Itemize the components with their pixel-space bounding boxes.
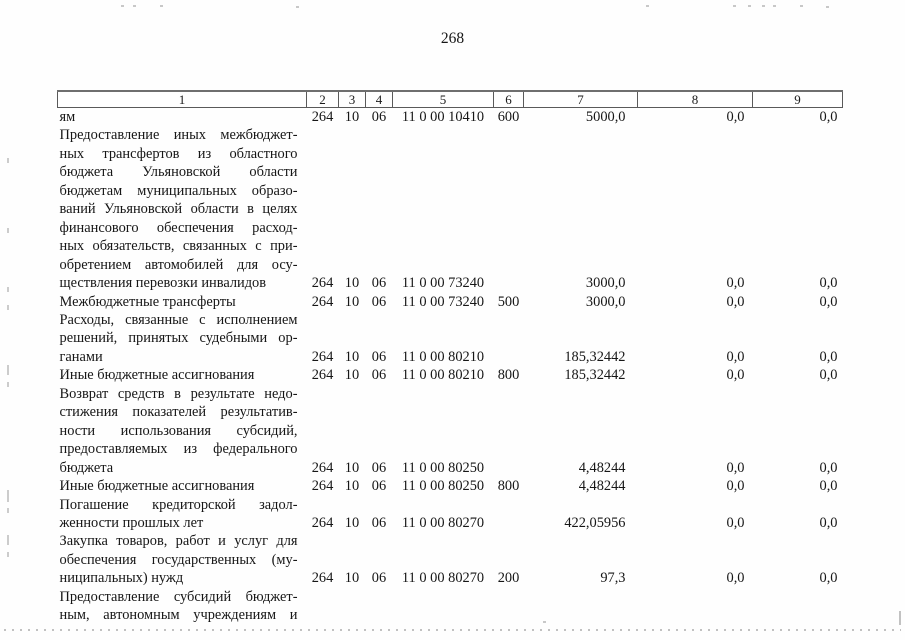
scan-artifact bbox=[7, 508, 9, 513]
scan-artifact bbox=[748, 5, 751, 7]
description-line: бюджета Ульяновской области bbox=[59, 164, 298, 181]
amount-col9: 0,0 bbox=[819, 293, 838, 310]
amount-col8: 0,0 bbox=[726, 367, 745, 384]
amount-col7: 5000,0 bbox=[585, 109, 626, 125]
amount-col8 bbox=[638, 588, 753, 625]
target-article-code: 11 0 00 80250 bbox=[401, 478, 485, 495]
target-article-code: 11 0 00 80270 bbox=[401, 514, 485, 531]
table-body bbox=[58, 108, 843, 625]
description-line: Межбюджетные трансферты bbox=[59, 293, 236, 310]
amount-col8: 0,0 bbox=[726, 275, 745, 292]
subsection-code: 06 bbox=[371, 570, 387, 587]
scan-artifact bbox=[7, 305, 9, 310]
table-row bbox=[58, 126, 843, 292]
amount-col9: 0,0 bbox=[819, 109, 838, 125]
scan-artifact bbox=[296, 6, 299, 8]
grbs-code: 264 bbox=[311, 367, 334, 384]
row-description bbox=[58, 477, 307, 495]
expense-type-code bbox=[494, 385, 524, 477]
amount-col9: 0,0 bbox=[819, 478, 838, 495]
amount-col7: 3000,0 bbox=[585, 293, 626, 310]
amount-col7: 185,32442 bbox=[564, 348, 626, 365]
scan-artifact bbox=[773, 5, 776, 7]
scan-artifact bbox=[800, 5, 803, 7]
description-line: Погашение кредиторской задол- bbox=[59, 496, 298, 513]
amount-col7: 185,32442 bbox=[564, 367, 626, 384]
target-article-code: 11 0 00 80250 bbox=[401, 459, 485, 476]
section-code bbox=[339, 588, 366, 625]
scan-artifact bbox=[7, 490, 9, 502]
subsection-code: 06 bbox=[371, 109, 387, 125]
amount-col9 bbox=[753, 588, 843, 625]
table-row bbox=[58, 496, 843, 533]
grbs-code: 264 bbox=[311, 109, 334, 125]
row-description bbox=[58, 366, 307, 384]
target-article-code: 11 0 00 80270 bbox=[401, 570, 485, 587]
scan-artifact bbox=[7, 287, 9, 292]
table-row bbox=[58, 588, 843, 625]
scan-artifact bbox=[899, 611, 901, 625]
target-article-code: 11 0 00 80210 bbox=[401, 348, 485, 365]
subsection-code: 06 bbox=[371, 348, 387, 365]
amount-col8: 0,0 bbox=[726, 348, 745, 365]
budget-table bbox=[57, 90, 843, 625]
grbs-code: 264 bbox=[311, 514, 334, 531]
amount-col8: 0,0 bbox=[726, 109, 745, 125]
subsection-code: 06 bbox=[371, 293, 387, 310]
column-header-7: 7 bbox=[524, 91, 638, 108]
scan-artifact bbox=[733, 5, 736, 7]
scan-artifact bbox=[762, 5, 765, 7]
subsection-code: 06 bbox=[371, 478, 387, 495]
row-description bbox=[58, 496, 307, 533]
amount-col7 bbox=[524, 588, 638, 625]
section-code: 10 bbox=[344, 459, 360, 476]
amount-col7: 422,05956 bbox=[564, 514, 626, 531]
scan-artifact bbox=[7, 552, 9, 557]
description-line: решений, принятых судебными ор- bbox=[59, 330, 298, 347]
target-article-code: 11 0 00 80210 bbox=[401, 367, 485, 384]
column-header-5: 5 bbox=[393, 91, 494, 108]
subsection-code: 06 bbox=[371, 514, 387, 531]
description-line: бюджета bbox=[59, 459, 114, 476]
description-line: бюджетам муниципальных образо- bbox=[59, 182, 298, 199]
section-code: 10 bbox=[344, 570, 360, 587]
amount-col8: 0,0 bbox=[726, 478, 745, 495]
column-header-2: 2 bbox=[307, 91, 339, 108]
description-line: обеспечения государственных (му- bbox=[59, 551, 298, 568]
grbs-code: 264 bbox=[311, 478, 334, 495]
amount-col7: 4,48244 bbox=[578, 459, 626, 476]
table-row bbox=[58, 532, 843, 587]
amount-col7: 97,3 bbox=[600, 570, 626, 587]
description-line: ным, автономным учреждениям и bbox=[59, 607, 298, 624]
description-line: ям bbox=[59, 109, 76, 125]
scan-artifact bbox=[826, 6, 829, 8]
grbs-code: 264 bbox=[311, 275, 334, 292]
row-description bbox=[58, 588, 307, 625]
column-header-9: 9 bbox=[753, 91, 843, 108]
amount-col8: 0,0 bbox=[726, 293, 745, 310]
scan-artifact bbox=[7, 382, 9, 387]
table-row bbox=[58, 477, 843, 495]
amount-col9: 0,0 bbox=[819, 514, 838, 531]
amount-col9: 0,0 bbox=[819, 348, 838, 365]
description-line: Возврат средств в результате недо- bbox=[59, 385, 298, 402]
scan-artifact bbox=[4, 629, 901, 631]
section-code: 10 bbox=[344, 367, 360, 384]
description-line: Закупка товаров, работ и услуг для bbox=[59, 533, 298, 550]
section-code: 10 bbox=[344, 478, 360, 495]
amount-col7: 4,48244 bbox=[578, 478, 626, 495]
grbs-code: 264 bbox=[311, 570, 334, 587]
row-description bbox=[58, 108, 307, 127]
scan-artifact bbox=[646, 5, 649, 7]
description-line: ных трансфертов из областного bbox=[59, 145, 298, 162]
section-code: 10 bbox=[344, 109, 360, 125]
row-description bbox=[58, 385, 307, 477]
scan-artifact bbox=[121, 5, 124, 7]
amount-col8: 0,0 bbox=[726, 514, 745, 531]
description-line: женности прошлых лет bbox=[59, 514, 204, 531]
target-article-code: 11 0 00 73240 bbox=[401, 293, 485, 310]
expense-type-code bbox=[494, 311, 524, 366]
amount-col8: 0,0 bbox=[726, 459, 745, 476]
description-line: финансового обеспечения расход- bbox=[59, 219, 298, 236]
subsection-code: 06 bbox=[371, 367, 387, 384]
grbs-code: 264 bbox=[311, 348, 334, 365]
amount-col8: 0,0 bbox=[726, 570, 745, 587]
section-code: 10 bbox=[344, 514, 360, 531]
column-header-4: 4 bbox=[366, 91, 393, 108]
column-header-8: 8 bbox=[638, 91, 753, 108]
row-description bbox=[58, 293, 307, 311]
grbs-code: 264 bbox=[311, 293, 334, 310]
scan-artifact bbox=[7, 158, 9, 163]
column-header-1: 1 bbox=[58, 91, 307, 108]
description-line: Иные бюджетные ассигнования bbox=[59, 367, 255, 384]
scan-artifact bbox=[7, 365, 9, 375]
table-row bbox=[58, 293, 843, 311]
description-line: предоставляемых из федерального bbox=[59, 441, 298, 458]
description-line: ганами bbox=[59, 348, 103, 365]
description-line: Предоставление иных межбюджет- bbox=[59, 127, 298, 144]
scan-artifact bbox=[543, 621, 546, 623]
page-number: 268 bbox=[440, 30, 465, 47]
table-row bbox=[58, 366, 843, 384]
expense-type-code bbox=[494, 496, 524, 533]
amount-col7: 3000,0 bbox=[585, 275, 626, 292]
subsection-code: 06 bbox=[371, 459, 387, 476]
expense-type-code bbox=[494, 588, 524, 625]
scan-artifact bbox=[160, 5, 163, 7]
grbs-code: 264 bbox=[311, 459, 334, 476]
section-code: 10 bbox=[344, 293, 360, 310]
scan-artifact bbox=[133, 5, 136, 7]
expense-type-code bbox=[494, 126, 524, 292]
expense-type-code: 800 bbox=[497, 367, 520, 384]
section-code: 10 bbox=[344, 348, 360, 365]
column-header-3: 3 bbox=[339, 91, 366, 108]
amount-col9: 0,0 bbox=[819, 459, 838, 476]
amount-col9: 0,0 bbox=[819, 275, 838, 292]
description-line: Иные бюджетные ассигнования bbox=[59, 478, 255, 495]
description-line: ных обязательств, связанных с при- bbox=[59, 238, 298, 255]
row-description bbox=[58, 311, 307, 366]
amount-col9: 0,0 bbox=[819, 570, 838, 587]
row-description bbox=[58, 532, 307, 587]
scan-artifact bbox=[7, 228, 9, 233]
scan-artifact bbox=[7, 535, 9, 545]
expense-type-code: 200 bbox=[497, 570, 520, 587]
table-row bbox=[58, 108, 843, 127]
description-line: Предоставление субсидий бюджет- bbox=[59, 588, 298, 605]
target-article-code: 11 0 00 10410 bbox=[401, 109, 485, 125]
description-line: обретением автомобилей для осу- bbox=[59, 256, 298, 273]
amount-col9: 0,0 bbox=[819, 367, 838, 384]
table-header-row bbox=[58, 91, 843, 108]
row-description bbox=[58, 126, 307, 292]
section-code: 10 bbox=[344, 275, 360, 292]
description-line: ности использования субсидий, bbox=[59, 422, 298, 439]
table-row bbox=[58, 311, 843, 366]
target-article-code: 11 0 00 73240 bbox=[401, 275, 485, 292]
subsection-code: 06 bbox=[371, 275, 387, 292]
grbs-code bbox=[307, 588, 339, 625]
description-line: Расходы, связанные с исполнением bbox=[59, 311, 298, 328]
description-line: ществления перевозки инвалидов bbox=[59, 275, 267, 292]
description-line: стижения показателей результатив- bbox=[59, 404, 298, 421]
expense-type-code: 500 bbox=[497, 293, 520, 310]
description-line: ваний Ульяновской области в целях bbox=[59, 201, 298, 218]
subsection-code bbox=[366, 588, 393, 625]
description-line: ниципальных) нужд bbox=[59, 570, 184, 587]
table-row bbox=[58, 385, 843, 477]
expense-type-code: 800 bbox=[497, 478, 520, 495]
column-header-6: 6 bbox=[494, 91, 524, 108]
target-article-code bbox=[393, 588, 494, 625]
expense-type-code: 600 bbox=[497, 109, 520, 125]
